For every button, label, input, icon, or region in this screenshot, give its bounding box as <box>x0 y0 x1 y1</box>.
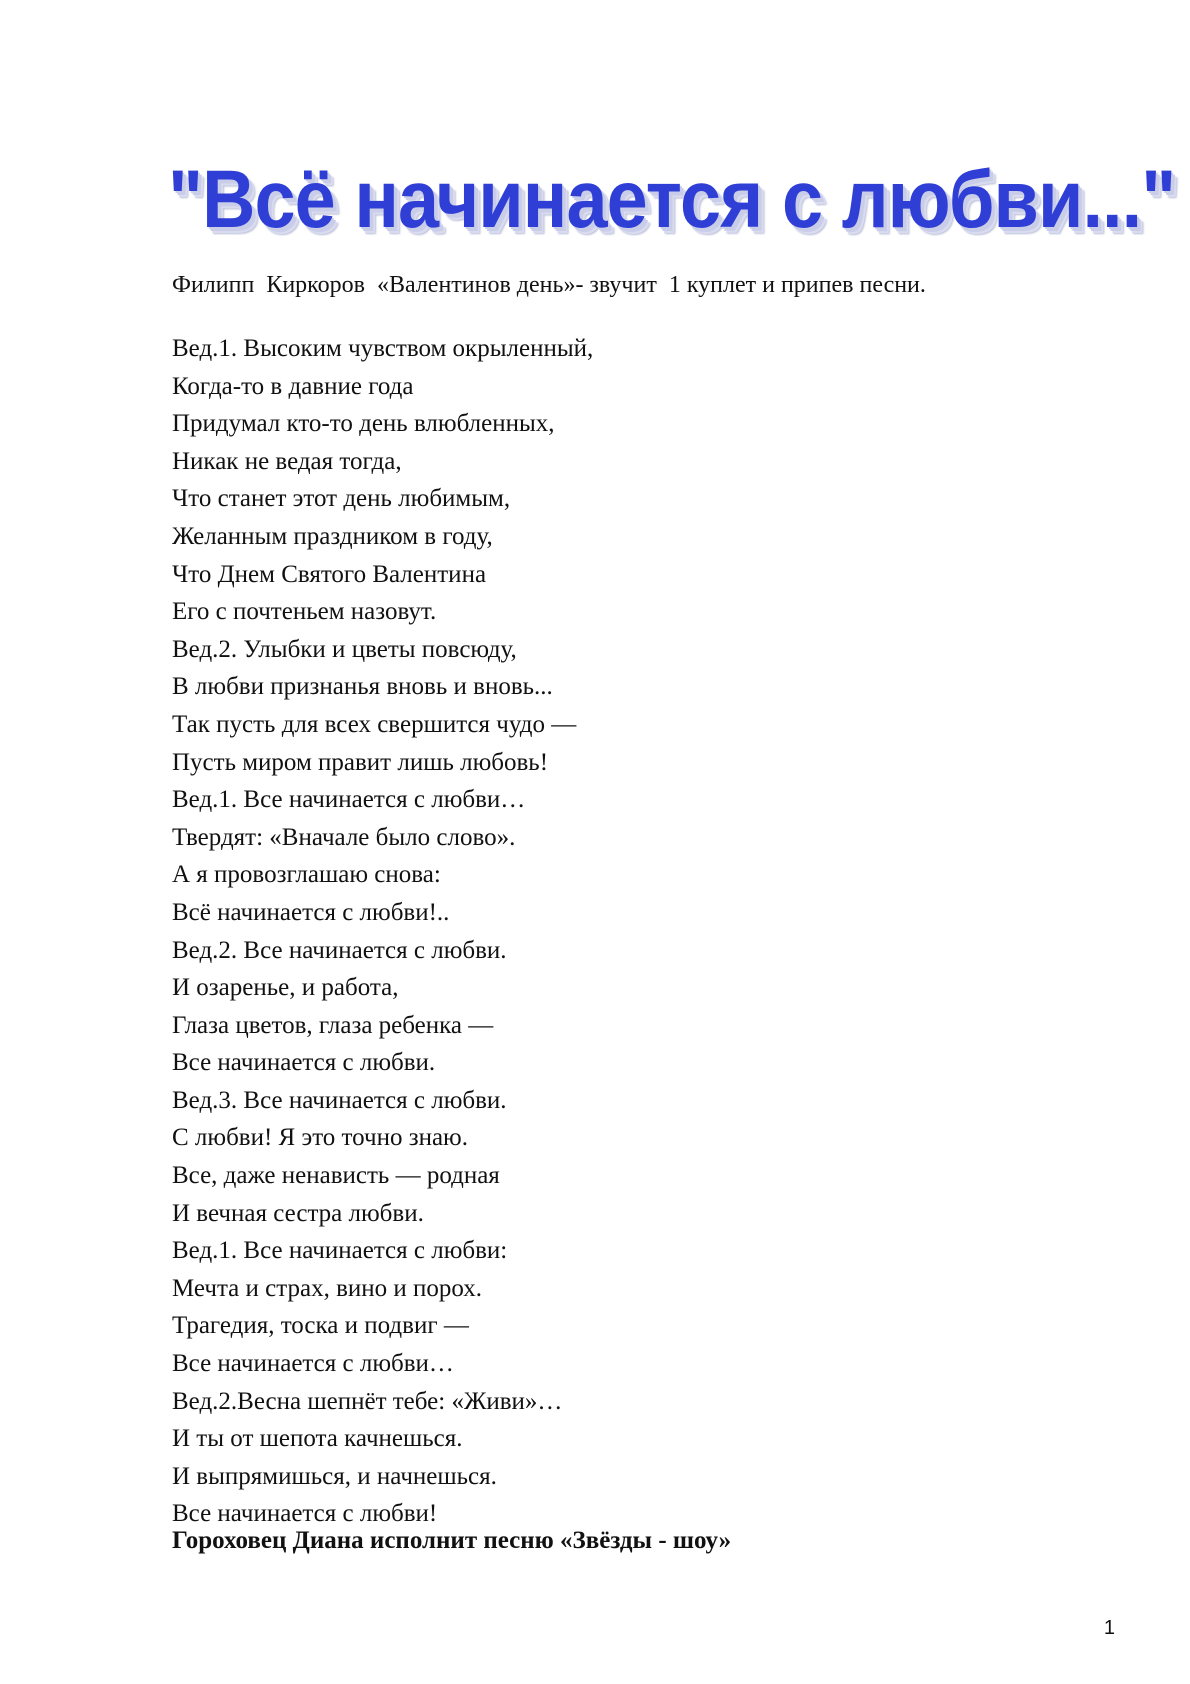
verse-line: Вед.1. Высоким чувством окрыленный, <box>172 335 594 362</box>
verse-line: И озаренье, и работа, <box>172 974 399 1002</box>
verse-line: И выпрямишься, и начнешься. <box>172 1462 497 1490</box>
verse-line: Желанным праздником в году, <box>172 522 493 550</box>
verse-line: С любви! Я это точно знаю. <box>172 1124 468 1152</box>
verse-line: Что Днем Святого Валентина <box>172 560 487 588</box>
page-title: "Всё начинается с любви..." <box>168 154 1176 245</box>
verse-line: В любви признанья вновь и вновь... <box>172 673 553 701</box>
verse-line: Вед.3. Все начинается с любви. <box>172 1086 507 1114</box>
verse-line: И ты от шепота качнешься. <box>172 1425 463 1453</box>
verse-line: Вед.2. Улыбки и цветы повсюду, <box>172 635 517 663</box>
verse-line: Твердят: «Вначале было слово». <box>172 823 516 851</box>
verse-line: Мечта и страх, вино и порох. <box>172 1274 483 1302</box>
verse-line: Вед.1. Все начинается с любви: <box>172 1237 508 1265</box>
verse-line: Придумал кто-то день влюбленных, <box>172 410 555 438</box>
verse-list <box>172 330 1112 1533</box>
verse-line: Пусть миром правит лишь любовь! <box>172 748 549 776</box>
verse-line: Его с почтеньем назовут. <box>172 598 437 626</box>
verse-line: Никак не ведая тогда, <box>172 447 402 475</box>
verse-line: Трагедия, тоска и подвиг — <box>172 1312 469 1340</box>
title-block <box>168 150 1176 260</box>
verse-line: Вед.2.Весна шепнёт тебе: «Живи»… <box>172 1387 563 1415</box>
verse-line: Всё начинается с любви!.. <box>172 898 450 926</box>
verse-line: Все начинается с любви… <box>172 1350 454 1378</box>
verse-line: Что станет этот день любимым, <box>172 485 511 513</box>
verse-line: Так пусть для всех свершится чудо — <box>172 710 577 738</box>
verse-line: Вед.1. Все начинается с любви… <box>172 786 526 814</box>
verse-line: Все, даже ненависть — родная <box>172 1162 500 1190</box>
closing-line: Гороховец Диана исполнит песню «Звёзды - шоу» <box>172 1527 732 1554</box>
verse-line: Все начинается с любви! <box>172 1500 438 1528</box>
subtitle: Филипп Киркоров «Валентинов день»- звучит 1 куплет и припев песни. <box>172 272 926 298</box>
verse-line: И вечная сестра любви. <box>172 1199 424 1227</box>
verse-line: Все начинается с любви. <box>172 1049 436 1077</box>
verse-line: Когда-то в давние года <box>172 372 414 400</box>
verse-line: Вед.2. Все начинается с любви. <box>172 936 507 964</box>
verse-line: А я провозглашаю снова: <box>172 861 441 889</box>
verse-line: Глаза цветов, глаза ребенка — <box>172 1011 494 1039</box>
page-number: 1 <box>1103 1617 1115 1639</box>
